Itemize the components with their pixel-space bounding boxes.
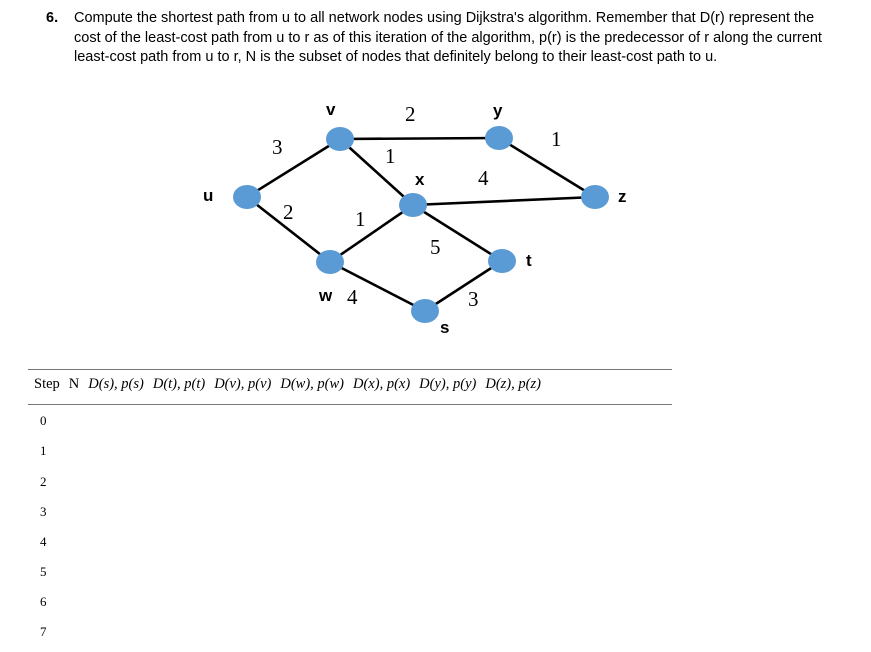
header-dv: D(v), p(v) — [214, 376, 272, 392]
edge-s-t — [425, 261, 502, 311]
step-0: 0 — [40, 413, 47, 428]
label-y: y — [493, 101, 503, 120]
weight-v-y: 2 — [405, 102, 416, 126]
node-w — [316, 250, 344, 274]
node-t — [488, 249, 516, 273]
label-w: w — [319, 286, 333, 305]
step-3: 3 — [40, 504, 47, 519]
weight-y-z: 1 — [551, 127, 562, 151]
header-dy: D(y), p(y) — [419, 376, 477, 392]
edge-v-x — [340, 139, 413, 205]
node-u — [233, 185, 261, 209]
weight-u-w: 2 — [283, 200, 294, 224]
header-dw: D(w), p(w) — [280, 376, 344, 392]
edge-w-x — [330, 205, 413, 262]
label-x: x — [415, 170, 425, 189]
edge-y-z — [499, 138, 595, 197]
node-y — [485, 126, 513, 150]
weight-w-s: 4 — [347, 285, 358, 309]
label-v: v — [326, 100, 336, 119]
label-s: s — [440, 318, 450, 337]
edge-v-y — [340, 138, 499, 139]
step-5: 5 — [40, 564, 47, 579]
weight-x-y: 4 — [478, 166, 489, 190]
table-top-rule — [28, 369, 672, 370]
question-number: 6. — [46, 10, 59, 26]
node-x — [399, 193, 427, 217]
header-dz: D(z), p(z) — [485, 376, 541, 392]
header-step: Step — [34, 376, 60, 392]
label-u: u — [203, 186, 214, 205]
weight-s-t: 3 — [468, 287, 479, 311]
header-dt: D(t), p(t) — [152, 376, 206, 392]
label-t: t — [526, 251, 532, 270]
table-header — [34, 376, 672, 393]
node-s — [411, 299, 439, 323]
question-text: Compute the shortest path from u to all network nodes using Dijkstra's algorithm. Remember that D(r) represent the cost of the least-cost path from u to r as of this iteration of the algorithm, p(r) is the predecessor of r along the current least-cost path from u to r, N is the subset of nodes that definitely belong to their least-cost path to u. — [74, 10, 822, 65]
edge-x-t — [413, 205, 502, 261]
step-4: 4 — [40, 534, 47, 549]
step-7: 7 — [40, 624, 47, 639]
edge-u-v — [247, 139, 340, 197]
graph-edges — [247, 138, 595, 311]
weight-u-v: 3 — [272, 135, 283, 159]
header-dx: D(x), p(x) — [353, 376, 411, 392]
edge-w-s — [330, 262, 425, 311]
weight-x-t: 5 — [430, 235, 441, 259]
header-n: N — [68, 376, 80, 392]
step-6: 6 — [40, 594, 47, 609]
edge-x-z — [413, 197, 595, 205]
step-1: 1 — [40, 443, 47, 458]
weight-w-x: 1 — [355, 207, 366, 231]
label-z: z — [618, 187, 627, 206]
node-v — [326, 127, 354, 151]
graph-nodes — [233, 126, 609, 323]
table-header-rule — [28, 404, 672, 405]
node-z — [581, 185, 609, 209]
header-ds: D(s), p(s) — [88, 376, 144, 392]
weight-v-x: 1 — [385, 144, 396, 168]
step-2: 2 — [40, 474, 47, 489]
